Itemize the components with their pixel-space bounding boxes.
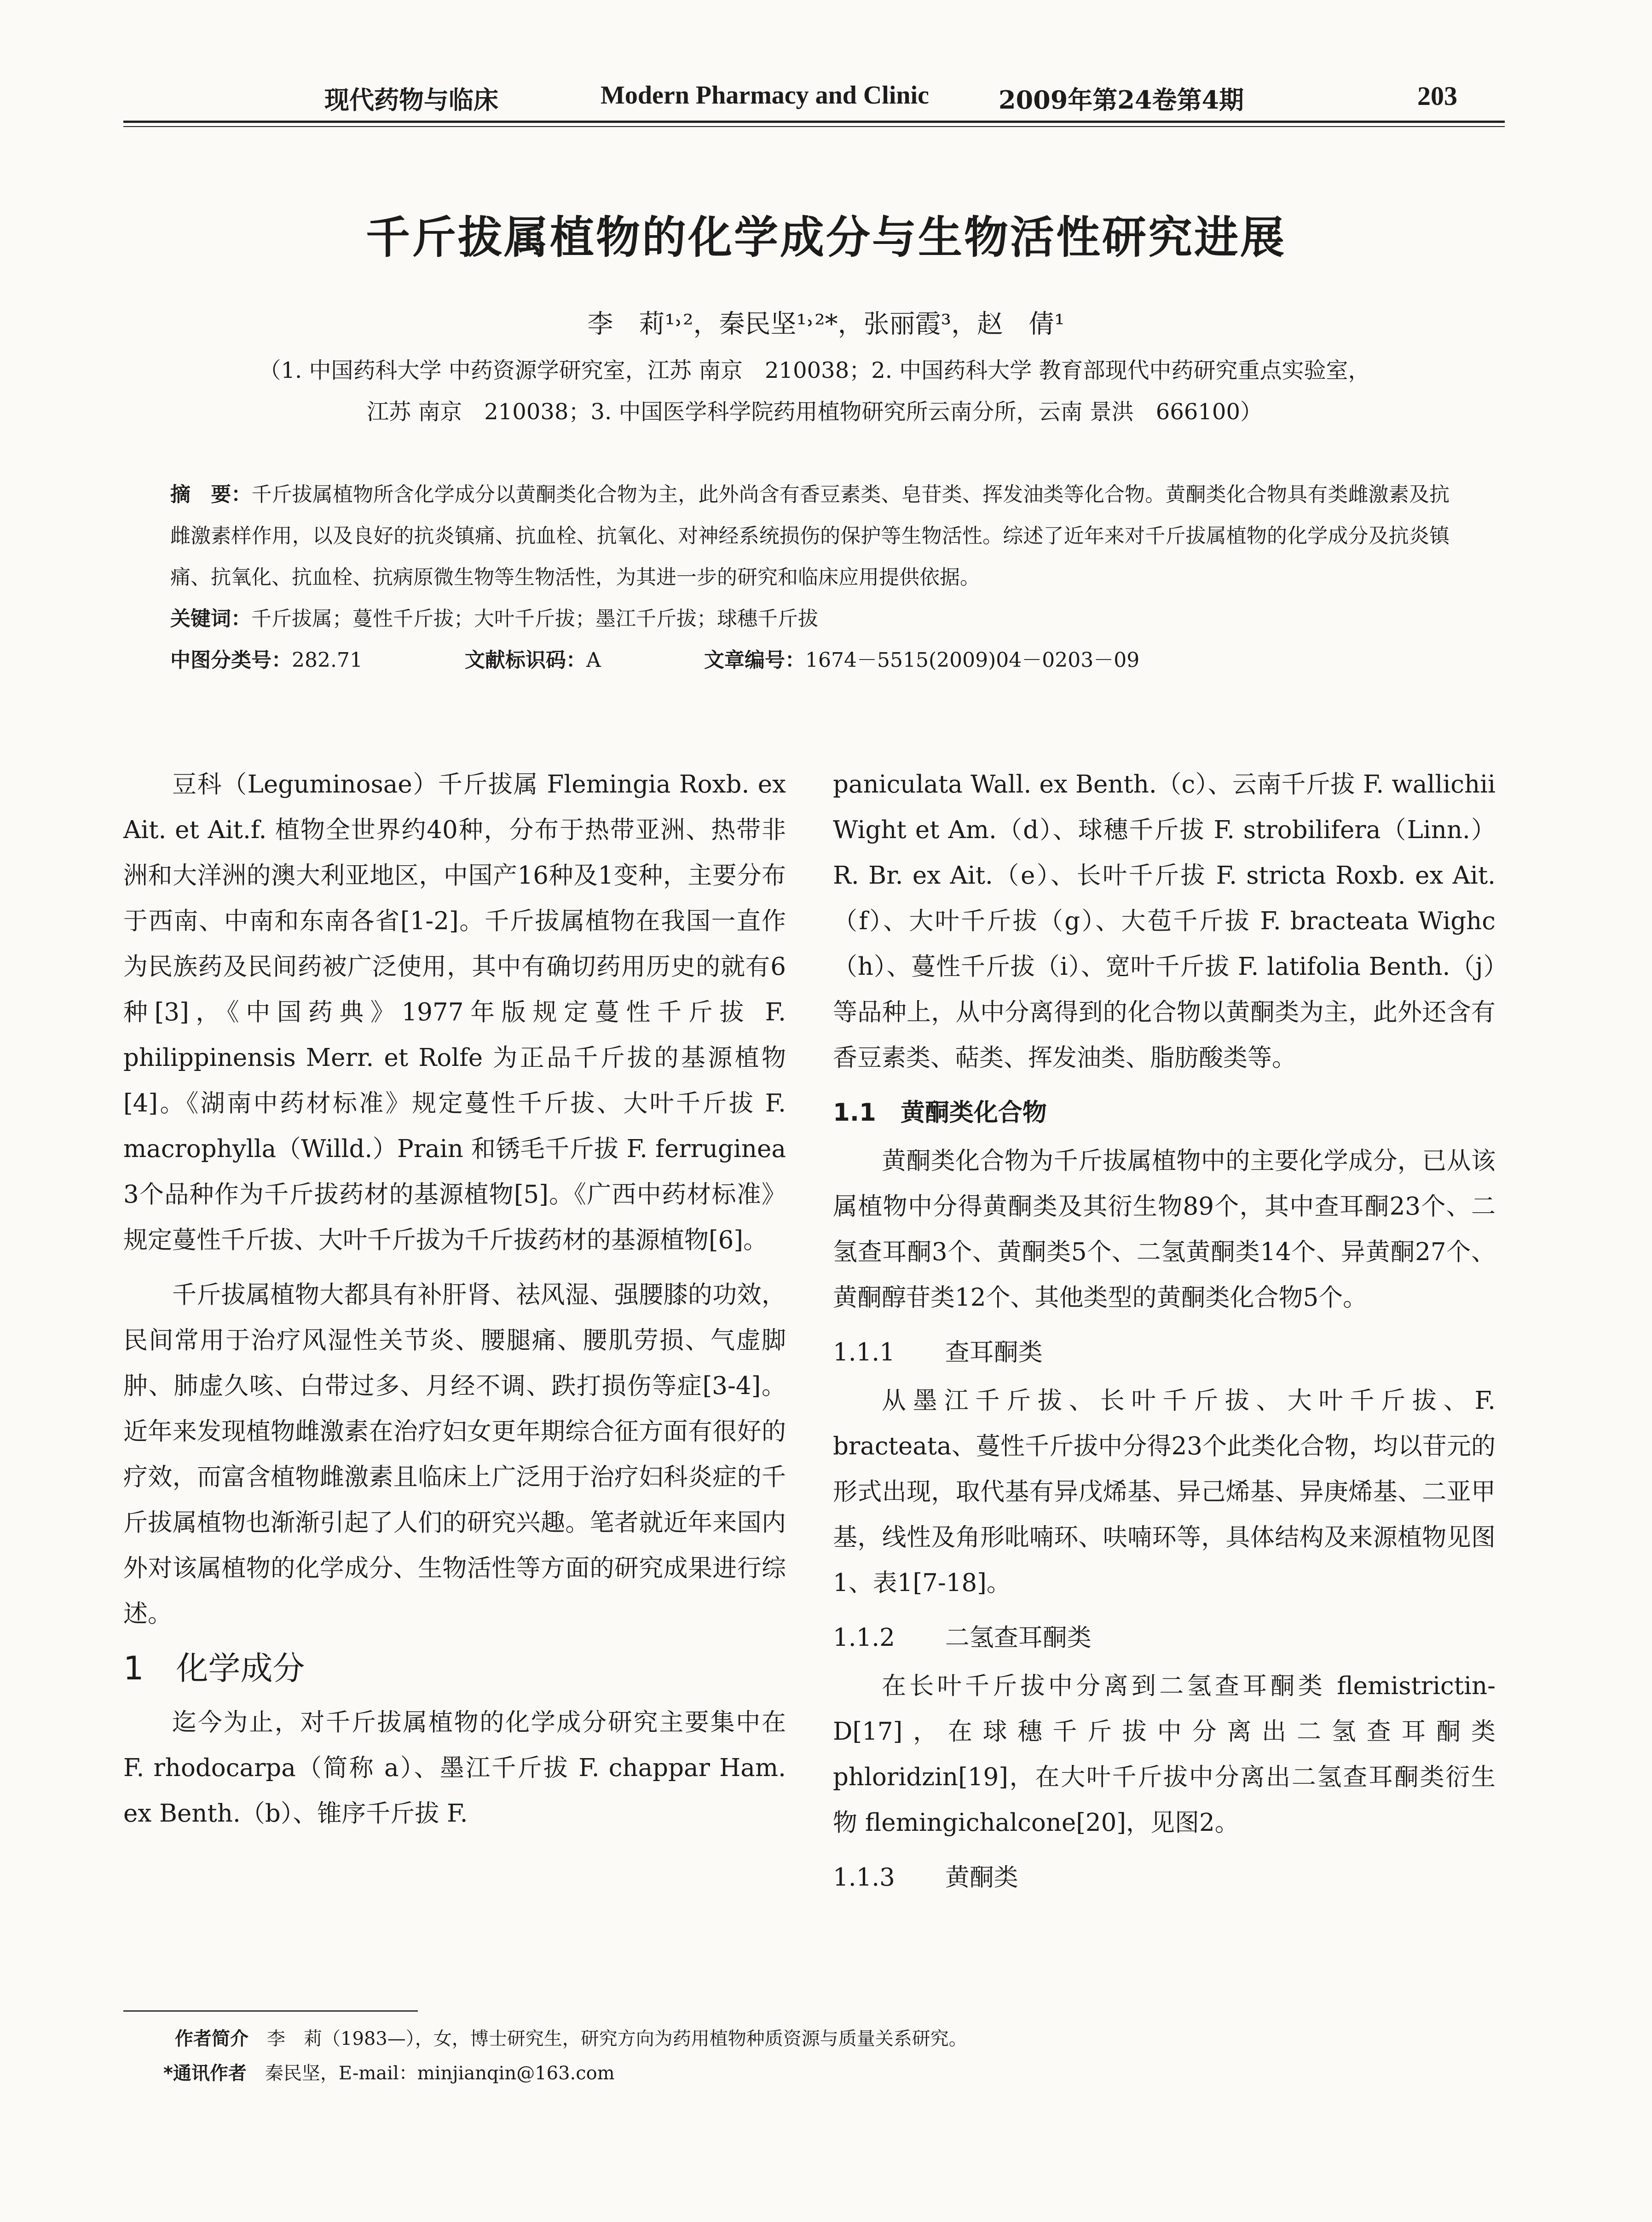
abstract-text: 千斤拔属植物所含化学成分以黄酮类化合物为主，此外尚含有香豆素类、皂苷类、挥发油类等化合物。黄酮类化合物具有类雌激素及抗雌激素样作用，以及良好的抗炎镇痛、抗血栓、抗氧化、对神经系统损伤的保护等生物活性。综述了近年来对千斤拔属植物的化学成分及抗炎镇痛、抗氧化、抗血栓、抗病原微生物等生物活性，为其进一步的研究和临床应用提供依据。 (170, 483, 1450, 589)
left-column (123, 762, 786, 1846)
subsection-heading-flavonoids: 1.1 黄酮类化合物 (833, 1099, 1047, 1127)
chalcones-paragraph: 从墨江千斤拔、长叶千斤拔、大叶千斤拔、F. bracteata、蔓性千斤拔中分得23个此类化合物，均以苷元的形式出现，取代基有异戊烯基、异己烯基、异庚烯基、二亚甲基，线性及角形吡喃环、呋喃环等，具体结构及来源植物见图1、表1[7-18]。 (833, 1387, 1496, 1597)
document-code: 文献标识码：A (465, 648, 601, 672)
keywords (170, 598, 1450, 640)
abstract (170, 474, 1450, 598)
header-rule (123, 121, 1505, 123)
article-number: 文章编号：1674－5515(2009)04－0203－09 (704, 648, 1140, 672)
abstract-label: 摘 要： (170, 483, 252, 506)
author-bio: 作者简介 李 莉（1983—），女，博士研究生，研究方向为药用植物种质资源与质量关系研究。 (175, 2028, 967, 2049)
affiliation-line-2: 江苏 南京 210038；3. 中国医学科学院药用植物研究所云南分所，云南 景洪 666100） (366, 399, 1263, 425)
subsubsection-heading-flavones: 1.1.3 黄酮类 (833, 1863, 1018, 1892)
header-rule-thin (123, 126, 1505, 127)
affiliation-line-1: （1. 中国药科大学 中药资源学研究室，江苏 南京 210038；2. 中国药科大学 教育部现代中药研究重点实验室， (259, 358, 1370, 383)
issue-info: 2009年第24卷第4期 (999, 85, 1244, 115)
keywords-label: 关键词： (170, 607, 251, 631)
journal-name-cn: 现代药物与临床 (324, 85, 498, 115)
section-heading-chemical-constituents: 1 化学成分 (123, 1649, 305, 1687)
page-number: 203 (1417, 81, 1457, 111)
dihydrochalcones-paragraph: 在长叶千斤拔中分离到二氢查耳酮类 flemistrictin-D[17]，在球穗千斤拔中分离出二氢查耳酮类 phloridzin[19]，在大叶千斤拔中分离出二氢查耳酮类衍生物 flemingichalcone[20]，见图2。 (833, 1672, 1496, 1837)
intro-paragraph-1: 豆科（Leguminosae）千斤拔属 Flemingia Roxb. ex Ait. et Ait.f. 植物全世界约40种，分布于热带亚洲、热带非洲和大洋洲的澳大利亚地区，中国产16种及1变种，主要分布于西南、中南和东南各省[1-2]。千斤拔属植物在我国一直作为民族药及民间药被广泛使用，其中有确切药用历史的就有6种[3]，《中国药典》1977年版规定蔓性千斤拔 F. philippinensis Merr. et Rolfe 为正品千斤拔的基源植物[4]。《湖南中药材标准》规定蔓性千斤拔、大叶千斤拔 F. macrophylla（Willd.）Prain 和锈毛千斤拔 F. ferruginea 3个品种作为千斤拔药材的基源植物[5]。《广西中药材标准》规定蔓性千斤拔、大叶千斤拔为千斤拔药材的基源植物[6]。 (123, 770, 786, 1254)
keywords-text: 千斤拔属；蔓性千斤拔；大叶千斤拔；墨江千斤拔；球穗千斤拔 (251, 607, 818, 631)
chem-paragraph-1: 迄今为止，对千斤拔属植物的化学成分研究主要集中在 F. rhodocarpa（简称 a）、墨江千斤拔 F. chappar Ham. ex Benth.（b）、锥序千斤拔 F. (123, 1708, 786, 1828)
article-title: 千斤拔属植物的化学成分与生物活性研究进展 (366, 211, 1286, 263)
journal-name-en: Modern Pharmacy and Clinic (601, 81, 929, 110)
classification-line (170, 640, 1450, 681)
footnote-rule (123, 2010, 418, 2012)
flavonoids-paragraph: 黄酮类化合物为千斤拔属植物中的主要化学成分，已从该属植物中分得黄酮类及其衍生物89个，其中查耳酮23个、二氢查耳酮3个、黄酮类5个、二氢黄酮类14个、异黄酮27个、黄酮醇苷类12个、其他类型的黄酮类化合物5个。 (833, 1147, 1496, 1312)
author-list: 李 莉¹˒²，秦民坚¹˒²*，张丽霞³，赵 倩¹ (587, 309, 1065, 339)
subsubsection-heading-dihydrochalcones: 1.1.2 二氢查耳酮类 (833, 1624, 1092, 1652)
abstract-block (170, 474, 1450, 681)
right-column (833, 762, 1496, 1903)
intro-paragraph-2: 千斤拔属植物大都具有补肝肾、祛风湿、强腰膝的功效，民间常用于治疗风湿性关节炎、腰腿痛、腰肌劳损、气虚脚肿、肺虚久咳、白带过多、月经不调、跌打损伤等症[3-4]。近年来发现植物雌激素在治疗妇女更年期综合征方面有很好的疗效，而富含植物雌激素且临床上广泛用于治疗妇科炎症的千斤拔属植物也渐渐引起了人们的研究兴趣。笔者就近年来国内外对该属植物的化学成分、生物活性等方面的研究成果进行综述。 (123, 1281, 786, 1628)
affiliations (152, 350, 1477, 433)
subsubsection-heading-chalcones: 1.1.1 查耳酮类 (833, 1338, 1043, 1366)
species-paragraph: paniculata Wall. ex Benth.（c）、云南千斤拔 F. wallichii Wight et Am.（d）、球穗千斤拔 F. strobilifera（Linn.）R. Br. ex Ait.（e）、长叶千斤拔 F. stricta Roxb. ex Ait.（f）、大叶千斤拔（g）、大苞千斤拔 F. bracteata Wighc（h）、蔓性千斤拔（i）、宽叶千斤拔 F. latifolia Benth.（j）等品种上，从中分离得到的化合物以黄酮类为主，此外还含有香豆素类、萜类、挥发油类、脂肪酸类等。 (833, 770, 1496, 1072)
corresponding-author: *通讯作者 秦民坚，E-mail：minjianqin@163.com (163, 2063, 615, 2084)
clc-code: 中图分类号：282.71 (170, 648, 363, 672)
